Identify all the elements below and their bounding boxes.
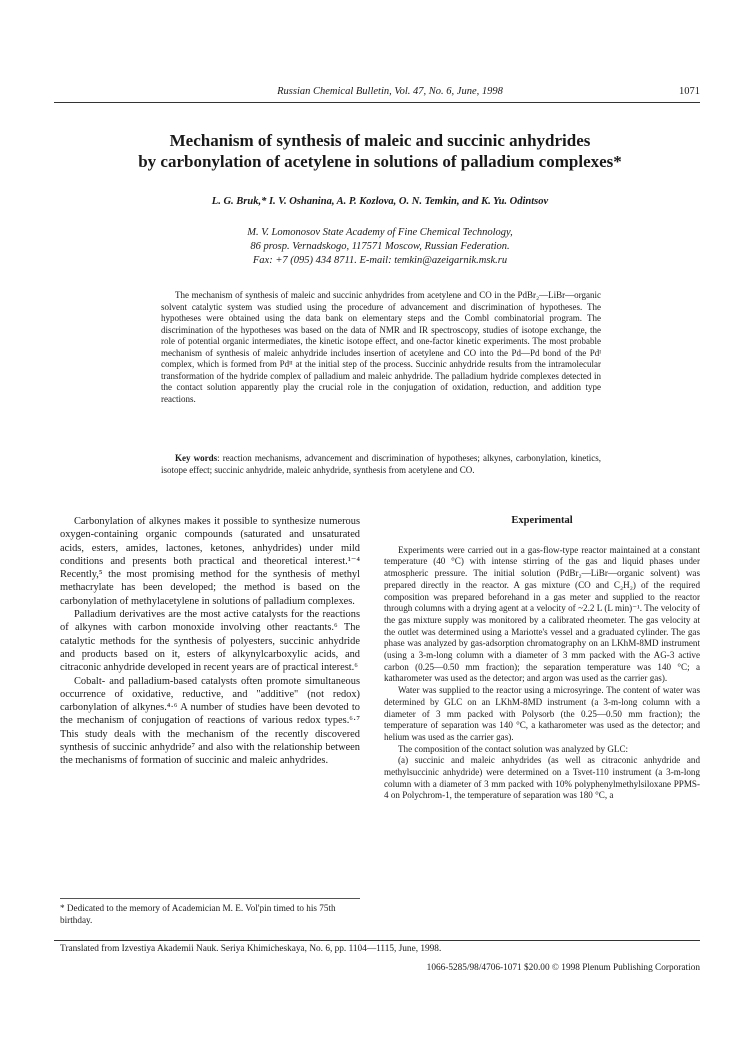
experimental-column [384, 515, 700, 802]
journal-citation: Russian Chemical Bulletin, Vol. 47, No. 6, June, 1998 [277, 86, 503, 97]
experimental-paragraph-1: Experiments were carried out in a gas-flow-type reactor maintained at a constant temperature (40 °C) with intense stirring of the gas and liquid phases under atmospheric pressure. The initial solution (PdBr₂—LiBr—organic solvent) was prepared directly in the reactor. A gas mixture (CO and C₂H₂) of the required composition was prepared beforehand in a gas meter and supplied to the reactor through columns with a drying agent at a velocity of ~2.2 L (L min)⁻¹. The velocity of the gas mixture supply was monitored by a calibrated rheometer. The gas velocity at the outlet was determined using a Mariotte's vessel and a graduated cylinder. The gas phase was analyzed by gas-adsorption chromatography on an LKhM-8MD instrument (using a 3-m-long column with a diameter of 3 mm packed with the AG-3 active carbon (0.25—0.50 mm fraction); the separation temperature was 140 °C; a katharometer was used as the detector; and argon was used as the carrier gas). [384, 544, 700, 684]
keywords-text: : reaction mechanisms, advancement and discrimination of hypotheses; alkynes, carbonylation, kinetics, isotope effect; succinic anhydride, maleic anhydride, synthesis from acetylene and CO. [161, 453, 601, 475]
title-line-2: by carbonylation of acetylene in solutions of palladium complexes* [138, 152, 622, 171]
affiliation-line-3: Fax: +7 (095) 434 8711. E-mail: temkin@azeigarnik.msk.ru [252, 255, 508, 266]
intro-paragraph-2: Palladium derivatives are the most active catalysts for the reactions of alkynes with carbon monoxide involving other reactants.⁶ The catalytic methods for the synthesis of polyesters, succinic anhydride and products based on it, esters of alkynylcarboxylic acids, and citraconic anhydride developed in recent years are of practical interest.⁶ [60, 609, 360, 674]
experimental-heading: Experimental [511, 515, 573, 526]
abstract [161, 290, 601, 405]
dedication-footnote: * Dedicated to the memory of Academician M. E. Vol'pin timed to his 75th birthday. [60, 903, 336, 925]
article-title [60, 130, 700, 172]
intro-paragraph-1: Carbonylation of alkynes makes it possible to synthesize numerous oxygen-containing organic compounds (saturated and unsaturated acids, esters, amides, lactones, ketones, anhydrides) under mild conditions and presents both practical and theoretical interest.¹⁻⁴ Recently,⁵ the most promising method for the synthesis of methyl methacrylate has been developed; the method is based on the carbonylation of methylacetylene in solutions of palladium complexes. [60, 516, 360, 607]
affiliation-line-1: M. V. Lomonosov State Academy of Fine Chemical Technology, [247, 227, 513, 238]
title-line-1: Mechanism of synthesis of maleic and succinic anhydrides [169, 131, 591, 150]
intro-paragraph-3: Cobalt- and palladium-based catalysts often promote simultaneous occurrence of oxidative, reductive, and "additive" (not redox) carbonylation of alkynes.⁴·⁶ A number of studies have been devoted to the mechanism of conjugation of reactions of various redox types.⁶·⁷ This study deals with the mechanism of the recently discovered synthesis of succinic anhydride⁷ and also with the relationship between the mechanisms of formation of succinic and maleic anhydrides. [60, 675, 360, 767]
footer-rule [54, 940, 700, 941]
experimental-paragraph-2: Water was supplied to the reactor using a microsyringe. The content of water was determined by GLC on an LKhM-8MD instrument (a 3-m-long column with a diameter of 3 mm packed with Polysorb (the 0.25—0.50 mm fraction); the temperature of separation was 140 °C, a katharometer was used as the detector; and helium was used as the carrier gas). [384, 685, 700, 742]
author-list: L. G. Bruk,* I. V. Oshanina, A. P. Kozlova, O. N. Temkin, and K. Yu. Odintsov [211, 196, 549, 207]
affiliation-line-2: 86 prosp. Vernadskogo, 117571 Moscow, Russian Federation. [250, 241, 510, 252]
running-header [80, 86, 700, 102]
translation-note: Translated from Izvestiya Akademii Nauk. Seriya Khimicheskaya, No. 6, pp. 1104—1115, June, 1998. [60, 944, 442, 954]
experimental-paragraph-3: The composition of the contact solution was analyzed by GLC: [398, 743, 629, 754]
abstract-text: The mechanism of synthesis of maleic and succinic anhydrides from acetylene and CO in the PdBr₂—LiBr—organic solvent catalytic system was studied using the procedure of advancement and discrimination of hypotheses. The hypotheses were obtained using the data bank on elementary steps and the Combl combinatorial program. The discrimination of the hypotheses was based on the data of NMR and IR spectroscopy, studies of isotope exchange, the role of potential organic intermediates, the kinetic isotope effect, and one-factor kinetic experiments. The most probable mechanism of synthesis of maleic anhydride includes insertion of acetylene and CO into the Pd—Pd bond of the Pdᴵ complex, which is formed from Pdᴵᴵ at the initial step of the process. Succinic anhydride results from the intramolecular transformation of the hydride complex of palladium and maleic anhydride. The palladium hydride complexes detected in the contact solution apparently play the crucial role in the conjugation of oxidation, reduction, and addition type reactions. [161, 290, 601, 404]
experimental-paragraph-4: (a) succinic and maleic anhydrides (as well as citraconic anhydride and methylsuccinic anhydride) were determined on a Tsvet-110 instrument (a 3-m-long column with a diameter of 3 mm packed with 10% polyphenylmethylsiloxane PPMS-4 on Polychrom-1, the temperature of separation was 180 °C, a [384, 755, 700, 801]
keywords-label: Key words [175, 453, 218, 463]
header-rule [54, 102, 700, 103]
page-number: 1071 [679, 86, 700, 97]
keywords [161, 453, 601, 476]
affiliation [60, 226, 700, 268]
introduction-column [60, 515, 360, 768]
footnote-rule [60, 898, 360, 899]
copyright-line: 1066-5285/98/4706-1071 $20.00 © 1998 Plenum Publishing Corporation [426, 963, 700, 973]
